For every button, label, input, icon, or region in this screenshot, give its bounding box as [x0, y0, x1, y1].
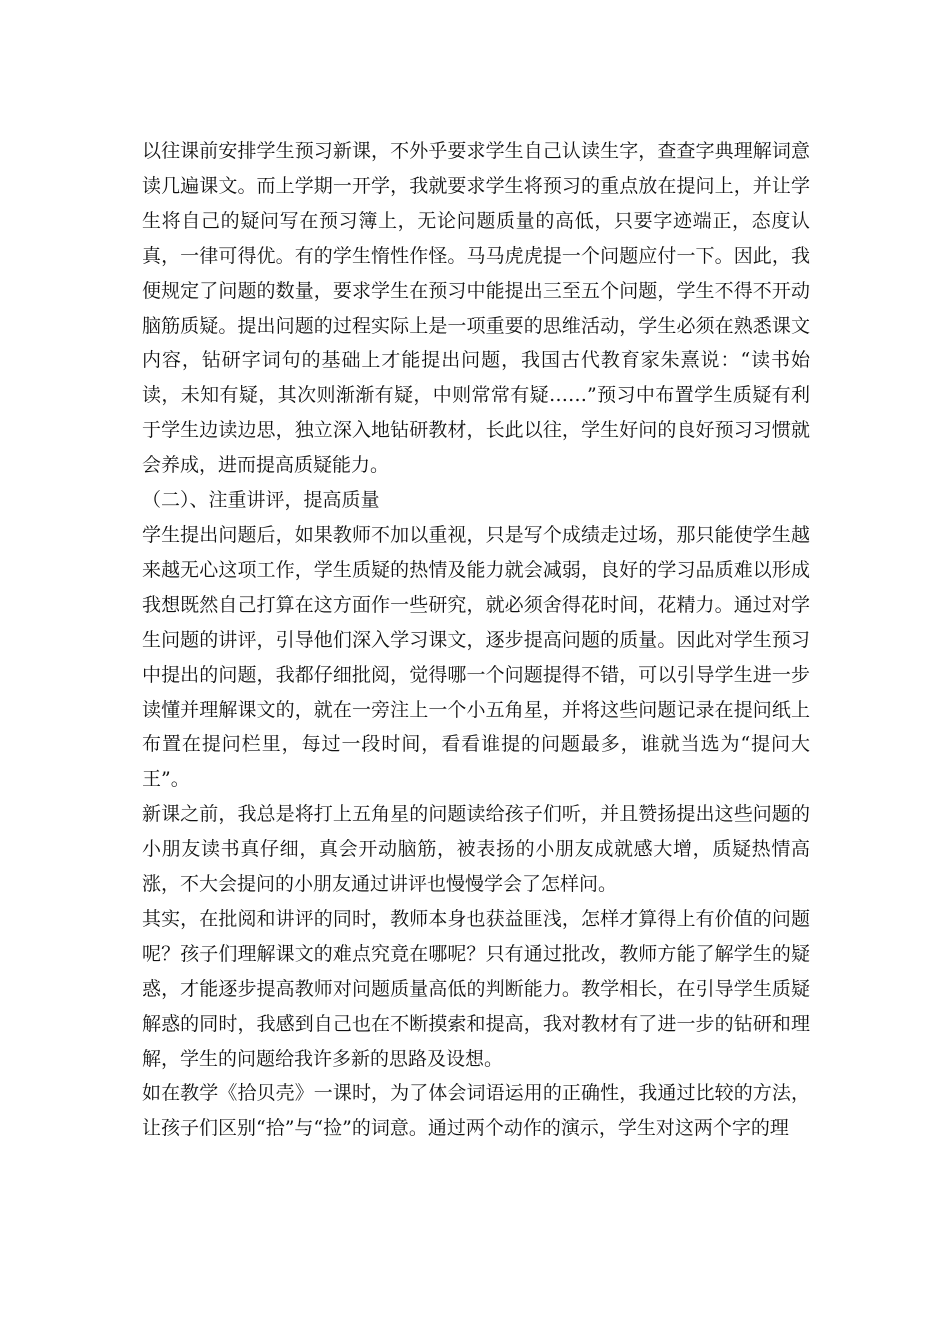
paragraph-review-method: 学生提出问题后，如果教师不加以重视，只是写个成绩走过场，那只能使学生越来越无心这项工作，学生质疑的热情及能力就会减弱，良好的学习品质难以形成我想既然自己打算在这方面作一些研究，就必须舍得花时间，花精力。通过对学生问题的讲评，引导他们深入学习课文，逐步提高问题的质量。因此对学生预习中提出的问题，我都仔细批阅，觉得哪一个问题提得不错，可以引导学生进一步读懂并理解课文的，就在一旁注上一个小五角星，并将这些问题记录在提问纸上布置在提问栏里，每过一段时间，看看谁提的问题最多，谁就当选为“提问大王”。	[142, 523, 810, 791]
paragraph-before-class: 新课之前，我总是将打上五角星的问题读给孩子们听，并且赞扬提出这些问题的小朋友读书真仔细，真会开动脑筋，被表扬的小朋友成就感大增，质疑热情高涨，不大会提问的小朋友通过讲评也慢慢学会了怎样问。	[142, 803, 810, 896]
paragraph-preview-habit: 以往课前安排学生预习新课，不外乎要求学生自己认读生字，查查字典理解词意读几遍课文。而上学期一开学，我就要求学生将预习的重点放在提问上，并让学生将自己的疑问写在预习簿上，无论问题质量的高低，只要字迹端正，态度认真，一律可得优。有的学生惰性作怪。马马虎虎提一个问题应付一下。因此，我便规定了问题的数量，要求学生在预习中能提出三至五个问题，学生不得不开动脑筋质疑。提出问题的过程实际上是一项重要的思维活动，学生必须在熟悉课文内容，钻研字词句的基础上才能提出问题，我国古代教育家朱熹说：“读书始读，未知有疑，其次则渐渐有疑，中则常常有疑……”预习中布置学生质疑有利于学生边读边思，独立深入地钻研教材，长此以往，学生好问的良好预习习惯就会养成，进而提高质疑能力。	[142, 140, 810, 477]
paragraph-example-lesson: 如在教学《拾贝壳》一课时，为了体会词语运用的正确性，我通过比较的方法，让孩子们区别“拾”与“捡”的词意。通过两个动作的演示，学生对这两个字的理	[142, 1082, 810, 1140]
paragraph-teacher-benefit: 其实，在批阅和讲评的同时，教师本身也获益匪浅，怎样才算得上有价值的问题呢？孩子们理解课文的难点究竟在哪呢？只有通过批改，教师方能了解学生的疑惑，才能逐步提高教师对问题质量高低的判断能力。教学相长，在引导学生质疑解惑的同时，我感到自己也在不断摸索和提高，我对教材有了进一步的钻研和理解，学生的问题给我许多新的思路及设想。	[142, 907, 810, 1070]
section-heading-review: （二）、注重讲评，提高质量	[142, 489, 380, 512]
document-page	[142, 134, 810, 1146]
